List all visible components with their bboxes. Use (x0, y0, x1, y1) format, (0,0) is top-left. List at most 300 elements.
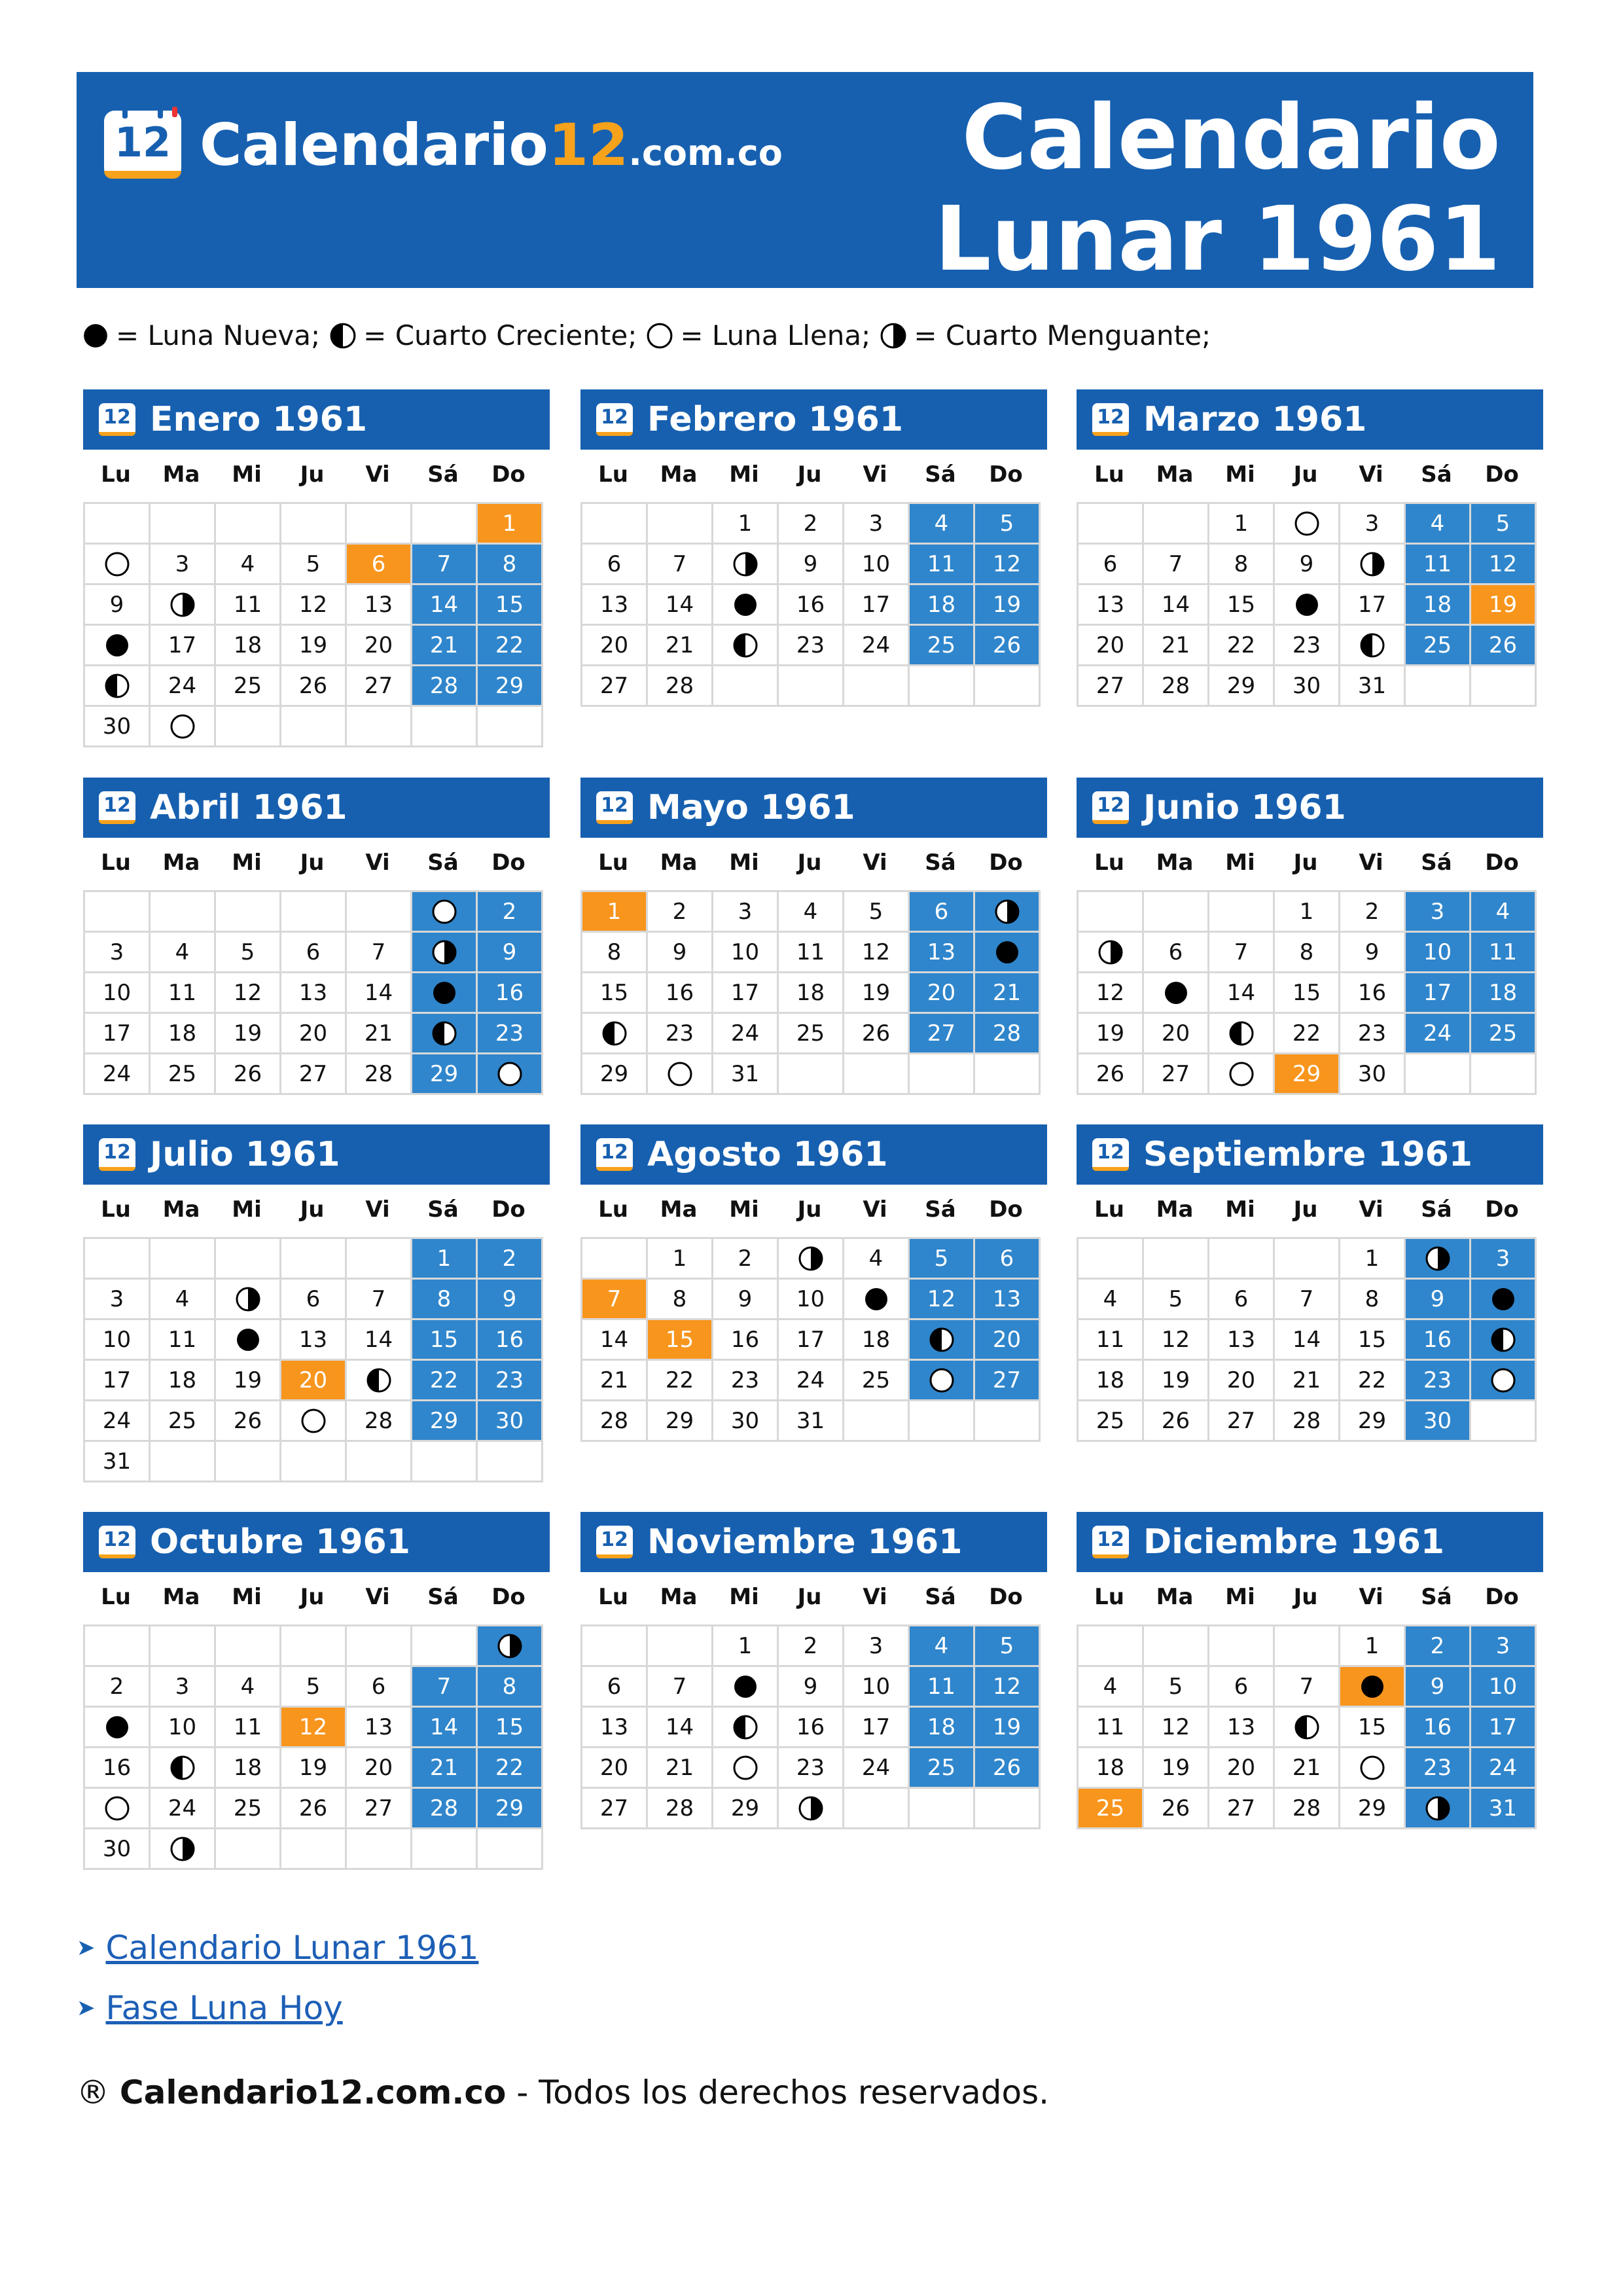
month-calendar (1077, 1512, 1543, 1829)
day-cell: 7 (648, 545, 713, 585)
day-cell: 6 (1079, 545, 1144, 585)
day-cell: 18 (216, 626, 281, 666)
day-cell: 26 (975, 626, 1041, 666)
day-cell: 20 (281, 1014, 347, 1054)
weekday-label: Sá (1421, 850, 1452, 876)
day-cell: 10 (85, 1320, 151, 1361)
weekday-label: Mi (232, 850, 262, 876)
day-cell: 20 (347, 626, 412, 666)
month-header (580, 778, 1047, 838)
page-header (77, 72, 1533, 291)
day-grid (83, 502, 543, 747)
weekday-label: Lu (101, 1584, 131, 1610)
day-cell (844, 1280, 910, 1320)
day-cell: 12 (1144, 1708, 1209, 1748)
weekday-label: Sá (427, 1584, 459, 1610)
empty-day-cell (347, 707, 412, 747)
day-cell (713, 545, 779, 585)
empty-day-cell (281, 892, 347, 933)
day-cell: 4 (151, 1280, 216, 1320)
first-quarter-icon (1359, 632, 1385, 658)
day-grid (83, 1624, 543, 1870)
day-cell: 17 (1471, 1708, 1537, 1748)
weekday-label: Lu (598, 1584, 628, 1610)
day-cell: 25 (910, 1748, 975, 1789)
day-cell: 19 (216, 1361, 281, 1401)
day-cell: 29 (478, 1789, 543, 1829)
day-cell: 30 (478, 1401, 543, 1442)
day-cell (1471, 1280, 1537, 1320)
day-cell: 18 (844, 1320, 910, 1361)
calendar-icon-number: 12 (601, 406, 628, 429)
empty-day-cell (216, 1239, 281, 1280)
day-cell: 20 (1209, 1748, 1275, 1789)
day-cell: 20 (1079, 626, 1144, 666)
day-cell: 23 (1340, 1014, 1406, 1054)
day-cell: 21 (347, 1014, 412, 1054)
day-cell: 16 (779, 585, 844, 626)
day-cell: 31 (779, 1401, 844, 1442)
day-cell: 9 (1406, 1667, 1471, 1708)
day-cell: 25 (151, 1401, 216, 1442)
day-cell: 5 (975, 504, 1041, 545)
empty-day-cell (1471, 1401, 1537, 1442)
day-cell (582, 1014, 648, 1054)
day-cell: 19 (1079, 1014, 1144, 1054)
month-title: Octubre 1961 (150, 1522, 410, 1562)
weekday-label: Do (491, 461, 526, 488)
day-cell: 17 (151, 626, 216, 666)
day-cell: 4 (216, 1667, 281, 1708)
weekday-label: Mi (232, 1196, 262, 1223)
day-cell: 25 (1079, 1401, 1144, 1442)
month-title: Septiembre 1961 (1143, 1135, 1473, 1174)
weekday-label: Vi (1359, 1196, 1383, 1223)
day-cell: 12 (1079, 973, 1144, 1014)
day-cell: 4 (1079, 1667, 1144, 1708)
day-cell (151, 1829, 216, 1870)
weekday-label: Ma (660, 1584, 698, 1610)
weekday-label: Do (1485, 1196, 1519, 1223)
day-cell: 31 (85, 1442, 151, 1482)
link-fase-luna-hoy[interactable]: Fase Luna Hoy (105, 1989, 343, 2027)
day-cell: 26 (844, 1014, 910, 1054)
day-cell (910, 1320, 975, 1361)
weekday-label: Vi (863, 1196, 887, 1223)
month-title: Julio 1961 (150, 1135, 340, 1174)
weekday-label: Sá (925, 1196, 956, 1223)
copyright-footer (77, 2073, 1049, 2111)
day-cell: 23 (478, 1361, 543, 1401)
day-cell: 28 (582, 1401, 648, 1442)
day-cell: 15 (648, 1320, 713, 1361)
day-cell: 13 (281, 973, 347, 1014)
day-cell: 28 (347, 1401, 412, 1442)
day-cell: 6 (582, 1667, 648, 1708)
day-cell: 1 (412, 1239, 478, 1280)
empty-day-cell (151, 892, 216, 933)
day-cell: 6 (281, 933, 347, 973)
day-cell: 13 (582, 585, 648, 626)
month-title: Marzo 1961 (1143, 400, 1367, 439)
empty-day-cell (216, 1829, 281, 1870)
day-cell: 13 (1209, 1708, 1275, 1748)
day-cell: 1 (713, 1626, 779, 1667)
day-cell: 25 (1471, 1014, 1537, 1054)
month-header (83, 778, 550, 838)
day-cell (1275, 585, 1340, 626)
weekday-label: Lu (1094, 1584, 1124, 1610)
day-cell: 9 (648, 933, 713, 973)
weekday-label: Vi (863, 850, 887, 876)
empty-day-cell (910, 1401, 975, 1442)
day-cell: 7 (582, 1280, 648, 1320)
empty-day-cell (1471, 666, 1537, 707)
weekday-label: Vi (365, 850, 390, 876)
empty-day-cell (1471, 1054, 1537, 1095)
new-moon-icon (235, 1327, 261, 1353)
weekday-label: Mi (1225, 1196, 1255, 1223)
day-cell: 27 (1209, 1789, 1275, 1829)
last-quarter-icon (880, 322, 907, 350)
weekday-label: Vi (365, 1196, 390, 1223)
day-cell (151, 707, 216, 747)
day-cell: 19 (1471, 585, 1537, 626)
day-cell: 14 (1275, 1320, 1340, 1361)
day-cell: 6 (281, 1280, 347, 1320)
day-cell: 18 (1471, 973, 1537, 1014)
day-cell: 24 (85, 1054, 151, 1095)
empty-day-cell (844, 666, 910, 707)
day-cell: 7 (1275, 1667, 1340, 1708)
day-cell: 23 (478, 1014, 543, 1054)
day-cell: 30 (85, 1829, 151, 1870)
day-cell: 8 (648, 1280, 713, 1320)
calendar-icon (99, 1526, 135, 1558)
day-cell: 16 (1340, 973, 1406, 1014)
calendar-icon-number: 12 (601, 794, 628, 817)
day-grid (580, 890, 1041, 1095)
day-cell: 23 (1406, 1361, 1471, 1401)
day-cell: 21 (648, 626, 713, 666)
new-moon-icon (994, 939, 1020, 965)
day-cell: 21 (412, 626, 478, 666)
day-cell: 19 (216, 1014, 281, 1054)
weekday-label: Vi (1359, 850, 1383, 876)
day-cell: 11 (910, 1667, 975, 1708)
day-cell (412, 892, 478, 933)
day-cell (1275, 504, 1340, 545)
day-cell: 1 (582, 892, 648, 933)
calendar-icon (1092, 1526, 1129, 1558)
empty-day-cell (281, 1239, 347, 1280)
month-calendar (580, 778, 1047, 1095)
day-cell: 27 (910, 1014, 975, 1054)
weekday-label: Vi (1359, 1584, 1383, 1610)
weekday-header (580, 850, 1047, 877)
last-quarter-icon (235, 1286, 261, 1312)
day-grid (580, 502, 1041, 707)
day-cell: 23 (779, 626, 844, 666)
last-quarter-icon (798, 1795, 824, 1821)
day-cell: 29 (1340, 1789, 1406, 1829)
day-cell: 26 (216, 1401, 281, 1442)
day-cell: 11 (1079, 1708, 1144, 1748)
day-cell (1209, 1014, 1275, 1054)
day-cell: 24 (779, 1361, 844, 1401)
weekday-label: Sá (427, 461, 459, 488)
first-quarter-icon (169, 1755, 196, 1781)
day-cell: 3 (1340, 504, 1406, 545)
full-moon-icon (104, 551, 130, 577)
day-cell: 6 (910, 892, 975, 933)
empty-day-cell (85, 892, 151, 933)
calendar-icon-number: 12 (103, 406, 131, 429)
day-cell: 23 (713, 1361, 779, 1401)
last-quarter-icon (1097, 939, 1124, 965)
day-cell: 30 (85, 707, 151, 747)
day-cell (1406, 1239, 1471, 1280)
day-cell: 18 (910, 1708, 975, 1748)
day-cell: 29 (1275, 1054, 1340, 1095)
day-cell: 1 (478, 504, 543, 545)
weekday-label: Ma (1156, 850, 1194, 876)
empty-day-cell (216, 707, 281, 747)
day-cell: 26 (216, 1054, 281, 1095)
first-quarter-icon (732, 1714, 758, 1740)
day-cell: 2 (648, 892, 713, 933)
first-quarter-icon (431, 1020, 457, 1047)
empty-day-cell (1209, 892, 1275, 933)
calendar-icon-number: 12 (103, 794, 131, 817)
day-cell: 5 (281, 1667, 347, 1708)
day-cell: 9 (478, 1280, 543, 1320)
empty-day-cell (281, 707, 347, 747)
month-header (83, 1124, 550, 1185)
day-cell: 22 (1340, 1361, 1406, 1401)
day-cell: 20 (1144, 1014, 1209, 1054)
day-cell: 15 (478, 1708, 543, 1748)
day-cell: 2 (1406, 1626, 1471, 1667)
empty-day-cell (1144, 504, 1209, 545)
day-cell: 25 (216, 666, 281, 707)
day-cell: 8 (582, 933, 648, 973)
day-grid (580, 1237, 1041, 1442)
weekday-header (83, 850, 550, 877)
last-quarter-icon (732, 551, 758, 577)
empty-day-cell (844, 1054, 910, 1095)
day-cell: 12 (1144, 1320, 1209, 1361)
weekday-header (580, 1196, 1047, 1224)
day-cell: 30 (1340, 1054, 1406, 1095)
day-cell: 2 (713, 1239, 779, 1280)
day-cell: 3 (85, 933, 151, 973)
day-cell: 26 (1079, 1054, 1144, 1095)
day-cell: 29 (412, 1054, 478, 1095)
day-cell: 15 (1275, 973, 1340, 1014)
empty-day-cell (216, 892, 281, 933)
empty-day-cell (281, 1829, 347, 1870)
day-cell: 2 (779, 504, 844, 545)
empty-day-cell (1275, 1626, 1340, 1667)
empty-day-cell (910, 1789, 975, 1829)
day-cell (216, 1320, 281, 1361)
day-cell: 26 (975, 1748, 1041, 1789)
day-cell: 17 (1406, 973, 1471, 1014)
day-cell: 21 (412, 1748, 478, 1789)
day-cell: 20 (975, 1320, 1041, 1361)
first-quarter-icon (929, 1327, 955, 1353)
empty-day-cell (216, 504, 281, 545)
day-cell: 9 (85, 585, 151, 626)
day-cell: 24 (151, 666, 216, 707)
month-title: Febrero 1961 (647, 400, 904, 439)
calendar-logo-icon (104, 111, 181, 179)
weekday-label: Ju (797, 1584, 822, 1610)
calendar-icon (99, 791, 135, 824)
last-quarter-icon (1425, 1246, 1451, 1272)
day-cell: 3 (85, 1280, 151, 1320)
weekday-label: Vi (863, 1584, 887, 1610)
month-calendar (580, 389, 1047, 707)
day-cell: 5 (910, 1239, 975, 1280)
day-cell: 17 (713, 973, 779, 1014)
day-cell: 27 (1209, 1401, 1275, 1442)
weekday-header (83, 1196, 550, 1224)
day-cell: 15 (412, 1320, 478, 1361)
day-cell: 8 (1275, 933, 1340, 973)
empty-day-cell (85, 1626, 151, 1667)
day-cell: 3 (1406, 892, 1471, 933)
day-cell: 27 (1079, 666, 1144, 707)
empty-day-cell (151, 1442, 216, 1482)
day-cell: 20 (281, 1361, 347, 1401)
month-header (1077, 389, 1543, 450)
day-cell: 29 (1209, 666, 1275, 707)
day-cell: 5 (216, 933, 281, 973)
calendar-icon-number: 12 (1097, 406, 1124, 429)
day-cell: 13 (975, 1280, 1041, 1320)
day-cell: 10 (779, 1280, 844, 1320)
day-cell: 13 (582, 1708, 648, 1748)
weekday-label: Mi (729, 461, 759, 488)
weekday-label: Do (989, 1196, 1023, 1223)
day-cell (347, 1361, 412, 1401)
day-cell: 27 (347, 1789, 412, 1829)
day-cell: 19 (975, 1708, 1041, 1748)
site-logo[interactable] (104, 109, 783, 181)
day-cell: 22 (478, 626, 543, 666)
full-moon-icon (431, 899, 457, 925)
day-cell: 23 (1406, 1748, 1471, 1789)
empty-day-cell (1406, 666, 1471, 707)
day-cell: 20 (1209, 1361, 1275, 1401)
month-calendar (83, 389, 550, 747)
day-grid (1077, 502, 1537, 707)
day-cell: 19 (844, 973, 910, 1014)
weekday-label: Sá (925, 1584, 956, 1610)
month-calendar (1077, 1124, 1543, 1442)
copyright-text: - Todos los derechos reservados. (516, 2073, 1050, 2111)
day-cell (1340, 1667, 1406, 1708)
day-cell (412, 933, 478, 973)
day-cell: 19 (281, 1748, 347, 1789)
day-cell: 10 (85, 973, 151, 1014)
day-cell (1275, 1708, 1340, 1748)
month-header (1077, 778, 1543, 838)
last-quarter-icon (169, 592, 196, 618)
last-quarter-icon (798, 1246, 824, 1272)
day-cell: 9 (1340, 933, 1406, 973)
day-cell (1471, 1320, 1537, 1361)
day-grid (1077, 1237, 1537, 1442)
day-cell: 17 (779, 1320, 844, 1361)
weekday-label: Ju (300, 461, 325, 488)
day-cell: 22 (648, 1361, 713, 1401)
weekday-label: Ju (797, 850, 822, 876)
weekday-label: Vi (365, 1584, 390, 1610)
logo-domain: .com.co (628, 132, 783, 173)
day-cell: 8 (412, 1280, 478, 1320)
calendar-icon (99, 1138, 135, 1171)
first-quarter-icon (1294, 1714, 1320, 1740)
day-cell: 30 (1406, 1401, 1471, 1442)
day-cell: 6 (582, 545, 648, 585)
day-cell: 29 (478, 666, 543, 707)
calendar-icon (596, 1138, 633, 1171)
month-calendar (83, 1124, 550, 1482)
day-cell: 18 (151, 1014, 216, 1054)
last-quarter-icon (1359, 551, 1385, 577)
empty-day-cell (582, 504, 648, 545)
weekday-label: Ma (162, 850, 200, 876)
empty-day-cell (347, 504, 412, 545)
empty-day-cell (347, 1239, 412, 1280)
title-line-1: Calendario (961, 86, 1501, 190)
day-cell (713, 1748, 779, 1789)
day-cell: 12 (281, 585, 347, 626)
calendar-icon-number: 12 (1097, 794, 1124, 817)
weekday-label: Mi (1225, 1584, 1255, 1610)
empty-day-cell (1144, 1626, 1209, 1667)
day-cell: 23 (779, 1748, 844, 1789)
link-calendario-lunar[interactable]: Calendario Lunar 1961 (105, 1929, 479, 1967)
weekday-label: Lu (1094, 461, 1124, 488)
weekday-label: Lu (598, 850, 628, 876)
day-cell: 28 (412, 1789, 478, 1829)
day-cell: 20 (910, 973, 975, 1014)
day-cell: 11 (1406, 545, 1471, 585)
weekday-label: Ju (1293, 461, 1318, 488)
day-cell (713, 585, 779, 626)
empty-day-cell (478, 707, 543, 747)
day-cell: 19 (975, 585, 1041, 626)
empty-day-cell (281, 1442, 347, 1482)
weekday-label: Lu (101, 461, 131, 488)
empty-day-cell (478, 1829, 543, 1870)
day-cell: 20 (582, 626, 648, 666)
title-line-2: Lunar 1961 (934, 188, 1501, 291)
month-calendar (1077, 389, 1543, 707)
empty-day-cell (975, 1789, 1041, 1829)
last-quarter-icon (431, 939, 457, 965)
empty-day-cell (1406, 1054, 1471, 1095)
day-cell: 3 (844, 1626, 910, 1667)
day-cell: 2 (85, 1667, 151, 1708)
day-cell: 22 (412, 1361, 478, 1401)
links-section (77, 1918, 478, 2038)
day-cell: 4 (151, 933, 216, 973)
